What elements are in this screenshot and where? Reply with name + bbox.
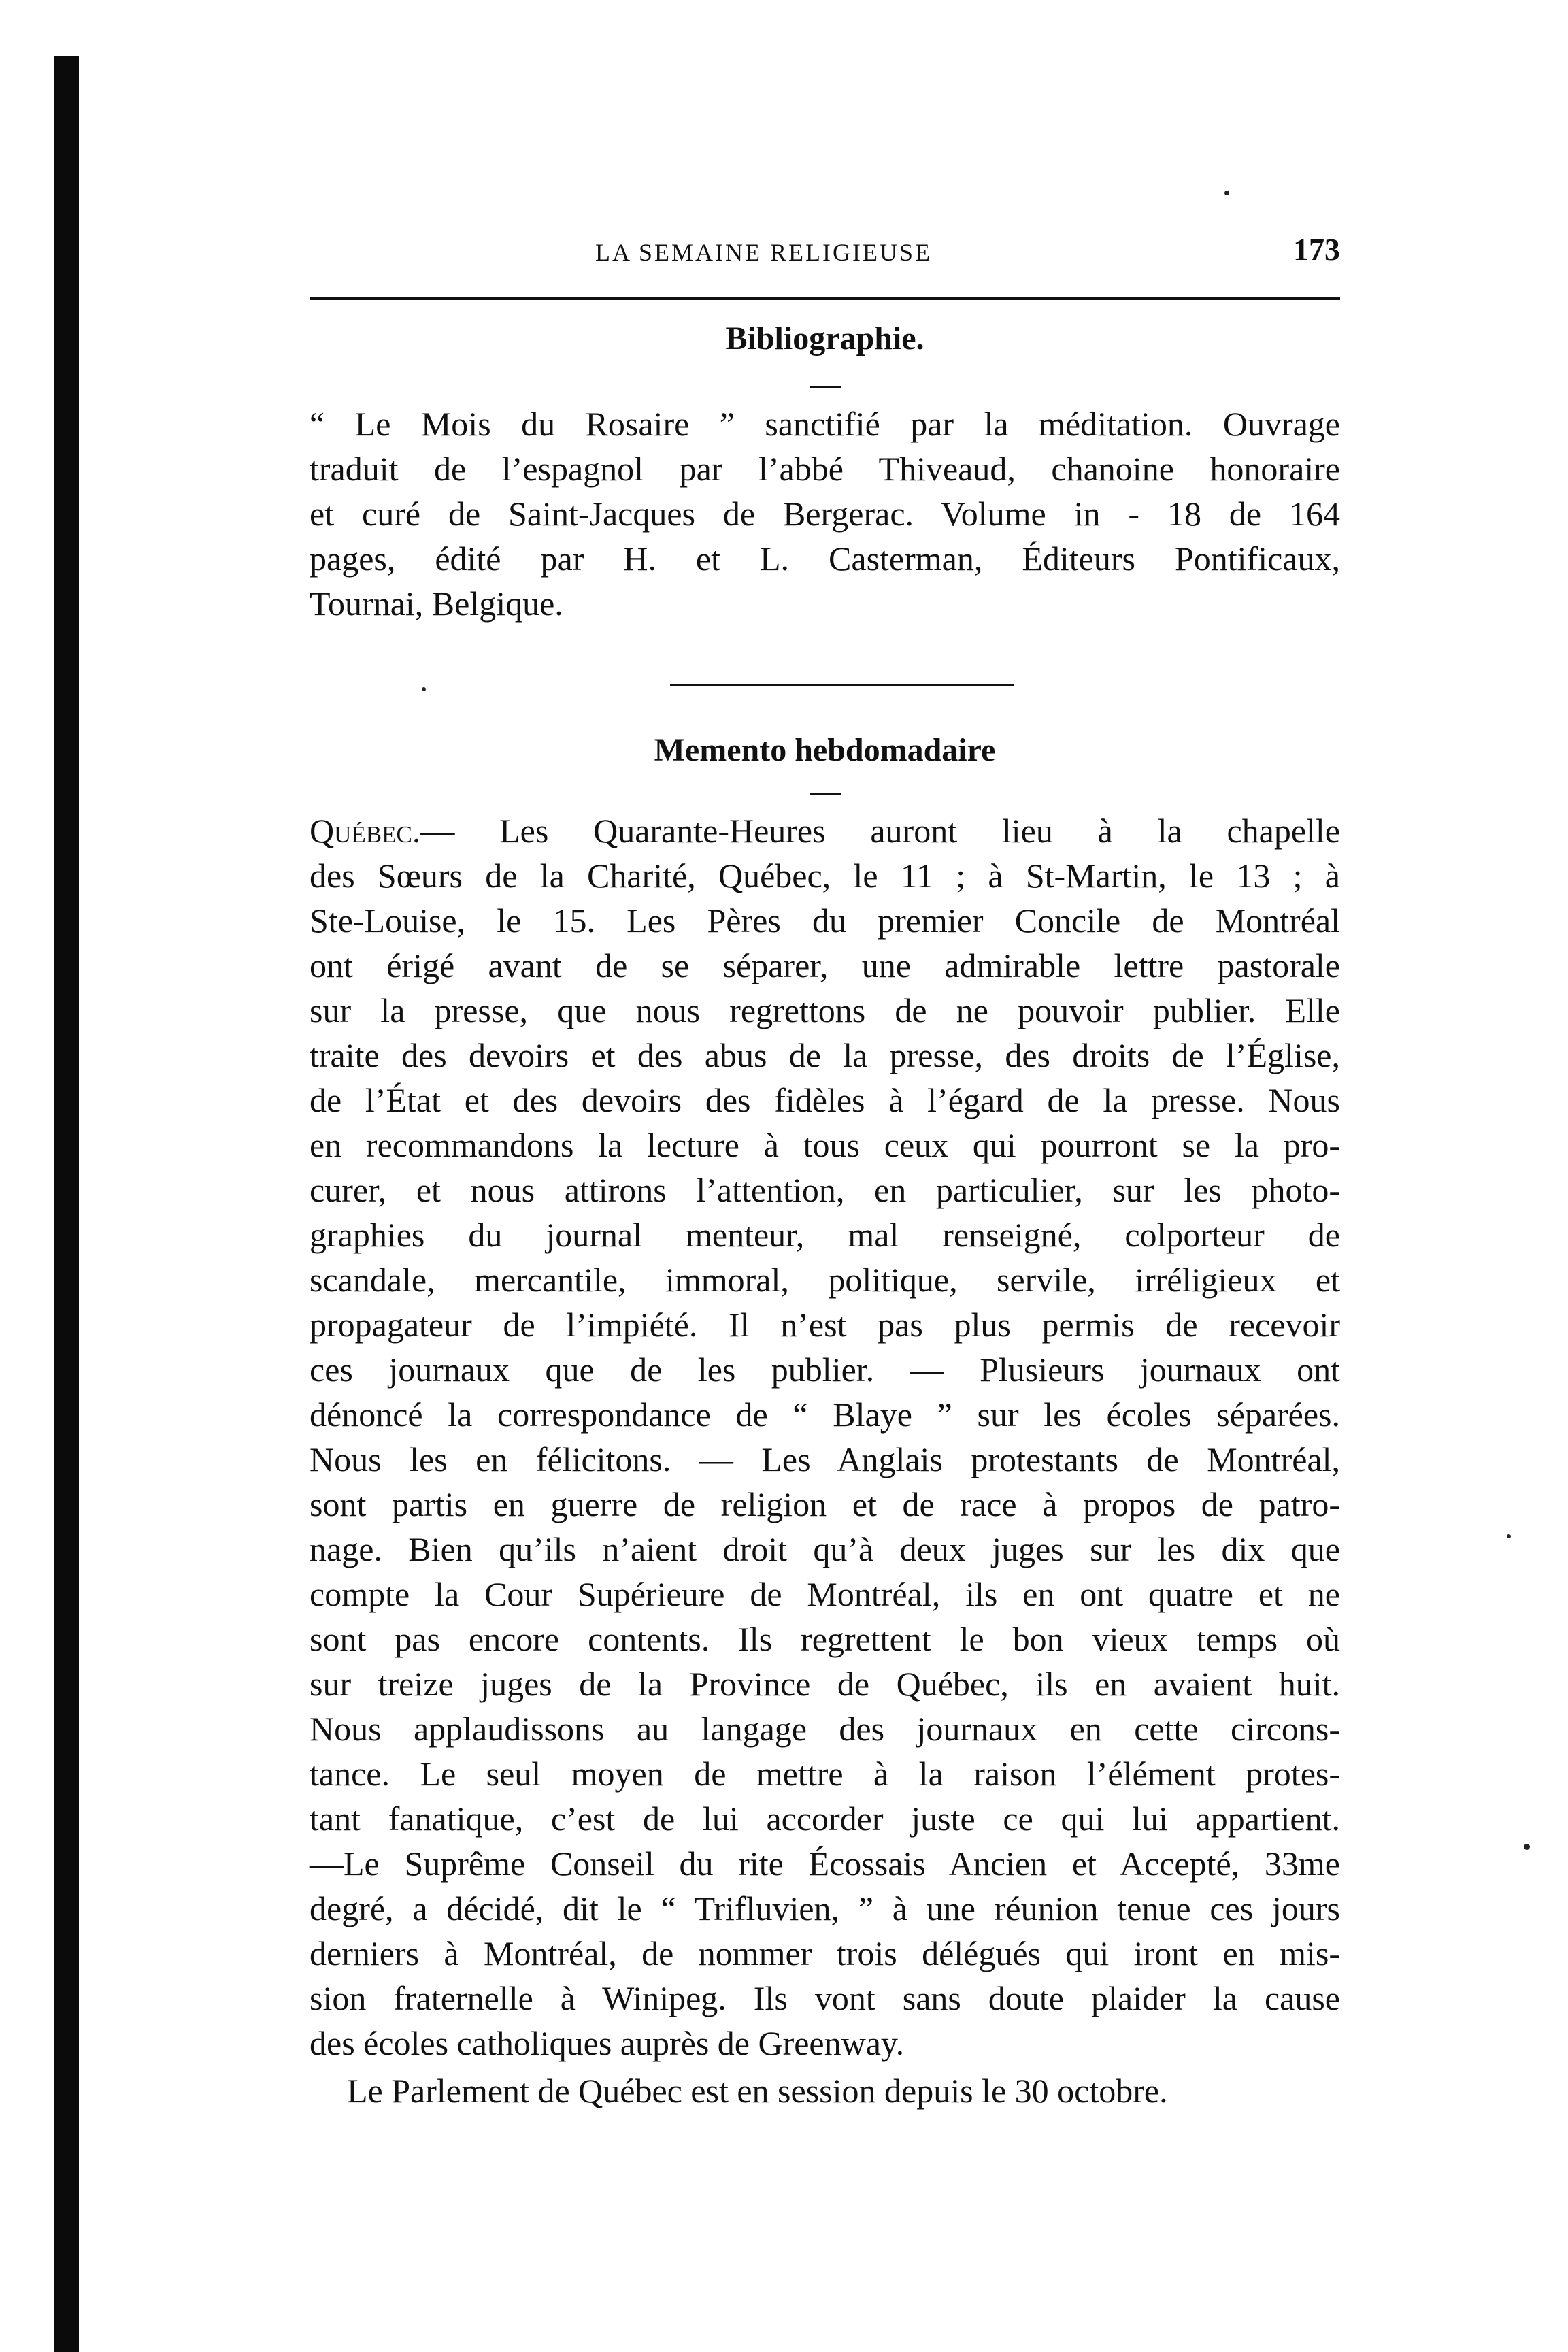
heading-dash: [810, 386, 841, 388]
memento-paragraph: [310, 808, 1340, 2066]
text-line: tance. Le seul moyen de mettre à la raison l’élément protes-: [310, 1755, 1340, 1793]
text-line: en recommandons la lecture à tous ceux qui pourront se la pro-: [310, 1126, 1340, 1164]
text-line: des Sœurs de la Charité, Québec, le 11 ; à St-Martin, le 13 ; à: [310, 857, 1340, 895]
text-line: curer, et nous attirons l’attention, en particulier, sur les photo-: [310, 1171, 1340, 1209]
text-line: Nous les en félicitons. — Les Anglais protestants de Montréal,: [310, 1440, 1340, 1478]
text-line: Ste-Louise, le 15. Les Pères du premier Concile de Montréal: [310, 901, 1340, 940]
header-rule: [310, 297, 1340, 300]
scan-speck: [422, 687, 426, 691]
heading-dash: [810, 793, 841, 795]
scan-speck: [1507, 1534, 1511, 1538]
memento-heading: Memento hebdomadaire: [654, 732, 996, 768]
scan-speck: [1224, 191, 1229, 195]
text-line: scandale, mercantile, immoral, politique, servile, irréligieux et: [310, 1261, 1340, 1299]
closing-paragraph: Le Parlement de Québec est en session depuis le 30 octobre.: [347, 2072, 1168, 2110]
text-line: “ Le Mois du Rosaire ” sanctifié par la méditation. Ouvrage: [310, 405, 1340, 443]
running-header: [310, 231, 1340, 279]
bibliography-entry: [310, 401, 1340, 626]
text-line: nage. Bien qu’ils n’aient droit qu’à deux juges sur les dix que: [310, 1530, 1340, 1568]
text-line: sion fraternelle à Winipeg. Ils vont sans doute plaider la cause: [310, 1979, 1340, 2017]
text-line: ont érigé avant de se séparer, une admirable lettre pastorale: [310, 946, 1340, 984]
text-line: compte la Cour Supérieure de Montréal, ils en ont quatre et ne: [310, 1575, 1340, 1613]
text-line: pages, édité par H. et L. Casterman, Éditeurs Pontificaux,: [310, 540, 1340, 578]
text-line-content: — Les Quarante-Heures auront lieu à la chapelle: [420, 812, 1340, 850]
text-line: de l’État et des devoirs des fidèles à l’égard de la presse. Nous: [310, 1081, 1340, 1119]
text-line: degré, a décidé, dit le “ Trifluvien, ” à une réunion tenue ces jours: [310, 1889, 1340, 1927]
text-line: traite des devoirs et des abus de la presse, des droits de l’Église,: [310, 1036, 1340, 1074]
text-line: Tournai, Belgique.: [310, 584, 563, 623]
city-lead: Québec.: [310, 812, 421, 850]
text-line: sont pas encore contents. Ils regrettent le bon vieux temps où: [310, 1620, 1340, 1658]
text-line: [310, 808, 1340, 853]
text-line: derniers à Montréal, de nommer trois délégués qui iront en mis-: [310, 1934, 1340, 1972]
section-separator: [670, 684, 1014, 686]
text-line: graphies du journal menteur, mal renseigné, colporteur de: [310, 1216, 1340, 1254]
text-line: sur la presse, que nous regrettons de ne pouvoir publier. Elle: [310, 991, 1340, 1029]
text-line: dénoncé la correspondance de “ Blaye ” sur les écoles séparées.: [310, 1395, 1340, 1434]
text-line: ces journaux que de les publier. — Plusieurs journaux ont: [310, 1351, 1340, 1389]
text-line: propagateur de l’impiété. Il n’est pas plus permis de recevoir: [310, 1306, 1340, 1344]
text-line: tant fanatique, c’est de lui accorder juste ce qui lui appartient.: [310, 1800, 1340, 1838]
text-line: sur treize juges de la Province de Québec, ils en avaient huit.: [310, 1665, 1340, 1703]
bibliography-heading: Bibliographie.: [725, 320, 924, 357]
text-line: des écoles catholiques auprès de Greenway.: [310, 2024, 905, 2062]
text-line: Nous applaudissons au langage des journaux en cette circons-: [310, 1710, 1340, 1748]
scan-speck: [1524, 1844, 1530, 1850]
scan-binding-edge: [54, 56, 79, 2352]
text-line: sont partis en guerre de religion et de race à propos de patro-: [310, 1485, 1340, 1523]
text-line: et curé de Saint-Jacques de Bergerac. Volume in - 18 de 164: [310, 495, 1340, 533]
text-line: —Le Suprême Conseil du rite Écossais Ancien et Accepté, 33me: [310, 1844, 1340, 1883]
page-number: 173: [1293, 232, 1340, 267]
text-line: traduit de l’espagnol par l’abbé Thiveaud, chanoine honoraire: [310, 450, 1340, 488]
running-title: LA SEMAINE RELIGIEUSE: [595, 239, 932, 266]
